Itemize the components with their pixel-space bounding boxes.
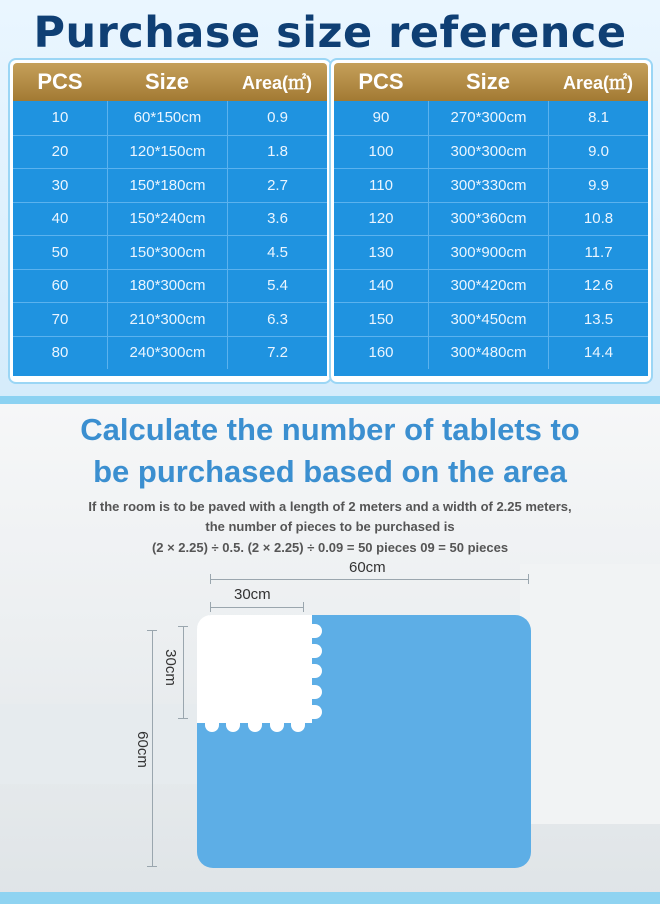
- header-area: Area(㎡): [562, 73, 633, 93]
- table-row: [334, 202, 648, 236]
- table-row: [13, 269, 327, 303]
- header-area: Area(㎡): [241, 73, 312, 93]
- dim-label-30cm-width: 30cm: [234, 586, 271, 603]
- section-divider: [0, 396, 660, 404]
- cell-pcs: 60: [51, 277, 69, 295]
- dim-line-60cm-height: [152, 630, 153, 866]
- cell-pcs: 10: [51, 109, 69, 127]
- header-size: Size: [465, 69, 511, 94]
- cell-size: 180*300cm: [107, 270, 227, 303]
- cell-area: 11.7: [548, 236, 648, 269]
- dim-tick: [210, 602, 211, 612]
- cell-area: 12.6: [548, 270, 648, 303]
- table-body: [334, 101, 648, 376]
- cell-area: 8.1: [548, 101, 648, 135]
- cell-area: 9.9: [548, 169, 648, 202]
- cell-pcs: 110: [369, 176, 393, 194]
- table-row: [334, 235, 648, 269]
- cell-area: 5.4: [227, 270, 327, 303]
- header-pcs: PCS: [358, 69, 404, 94]
- dim-tick: [210, 574, 211, 584]
- cell-pcs: 20: [51, 143, 69, 161]
- table-header: [334, 63, 648, 101]
- cell-pcs: 70: [51, 310, 69, 328]
- cell-area: 3.6: [227, 203, 327, 236]
- table-row: [13, 135, 327, 169]
- table-row: [13, 202, 327, 236]
- dim-label-60cm-width: 60cm: [349, 559, 386, 576]
- cell-area: 7.2: [227, 337, 327, 370]
- cell-area: 6.3: [227, 303, 327, 336]
- cell-area: 9.0: [548, 136, 648, 169]
- cell-pcs: 40: [51, 210, 69, 228]
- table-row: [13, 302, 327, 336]
- table-row: [334, 336, 648, 370]
- cell-pcs: 140: [368, 277, 394, 295]
- table-header: [13, 63, 327, 101]
- cell-pcs: 150: [368, 310, 394, 328]
- cell-size: 120*150cm: [107, 136, 227, 169]
- cell-pcs: 90: [372, 109, 390, 127]
- size-table-left: [10, 60, 330, 382]
- bottom-border: [0, 892, 660, 904]
- page-title: Purchase size reference: [33, 8, 627, 58]
- table-row: [334, 269, 648, 303]
- dim-tick: [178, 626, 188, 627]
- table-row: [13, 336, 327, 370]
- dim-label-60cm-height: 60cm: [133, 731, 151, 768]
- background-furniture: [520, 564, 660, 824]
- dim-tick: [528, 574, 529, 584]
- cell-size: 300*420cm: [428, 270, 548, 303]
- cell-pcs: 120: [368, 210, 394, 228]
- size-table-right: [331, 60, 651, 382]
- cell-area: 0.9: [227, 101, 327, 135]
- table-row: [334, 302, 648, 336]
- cell-size: 150*180cm: [107, 169, 227, 202]
- dim-label-30cm-height: 30cm: [161, 649, 179, 686]
- cell-size: 240*300cm: [107, 337, 227, 370]
- calc-text-line2: the number of pieces to be purchased is: [205, 519, 455, 534]
- table-row: [13, 101, 327, 135]
- cell-area: 10.8: [548, 203, 648, 236]
- dim-line-30cm-height: [183, 626, 184, 718]
- cell-size: 150*240cm: [107, 203, 227, 236]
- cell-area: 1.8: [227, 136, 327, 169]
- header-size: Size: [144, 69, 190, 94]
- cell-size: 300*480cm: [428, 337, 548, 370]
- cell-size: 60*150cm: [107, 101, 227, 135]
- calc-title-line2: be purchased based on the area: [93, 454, 567, 489]
- calc-text-line1: If the room is to be paved with a length of 2 meters and a width of 2.25 meters,: [88, 499, 572, 514]
- dim-tick: [303, 602, 304, 612]
- cell-size: 300*330cm: [428, 169, 548, 202]
- cell-size: 300*450cm: [428, 303, 548, 336]
- dim-tick: [147, 630, 157, 631]
- table-row: [13, 168, 327, 202]
- cell-pcs: 100: [368, 143, 394, 161]
- dim-line-30cm-width: [210, 607, 303, 608]
- cell-size: 150*300cm: [107, 236, 227, 269]
- size-reference-panel: [0, 0, 660, 400]
- dim-tick: [147, 866, 157, 867]
- header-pcs: PCS: [37, 69, 83, 94]
- cell-size: 270*300cm: [428, 101, 548, 135]
- cell-pcs: 50: [51, 243, 69, 261]
- cell-size: 210*300cm: [107, 303, 227, 336]
- cell-pcs: 160: [368, 344, 394, 362]
- cell-size: 300*360cm: [428, 203, 548, 236]
- background-furniture: [0, 704, 200, 784]
- table-row: [13, 235, 327, 269]
- cell-area: 2.7: [227, 169, 327, 202]
- calc-title-line1: Calculate the number of tablets to: [80, 412, 580, 447]
- dim-tick: [178, 718, 188, 719]
- cell-size: 300*900cm: [428, 236, 548, 269]
- cell-area: 4.5: [227, 236, 327, 269]
- cell-size: 300*300cm: [428, 136, 548, 169]
- cell-pcs: 130: [368, 243, 394, 261]
- table-row: [334, 101, 648, 135]
- cell-area: 14.4: [548, 337, 648, 370]
- cell-area: 13.5: [548, 303, 648, 336]
- cell-pcs: 80: [51, 344, 69, 362]
- foam-mat-tile: [197, 615, 312, 723]
- cell-pcs: 30: [51, 176, 69, 194]
- table-body: [13, 101, 327, 376]
- table-row: [334, 135, 648, 169]
- calc-formula: (2 × 2.25) ÷ 0.5. (2 × 2.25) ÷ 0.09 = 50 pieces 09 = 50 pieces: [151, 540, 509, 555]
- dim-line-60cm-width: [210, 579, 528, 580]
- calculation-panel: [0, 404, 660, 904]
- table-row: [334, 168, 648, 202]
